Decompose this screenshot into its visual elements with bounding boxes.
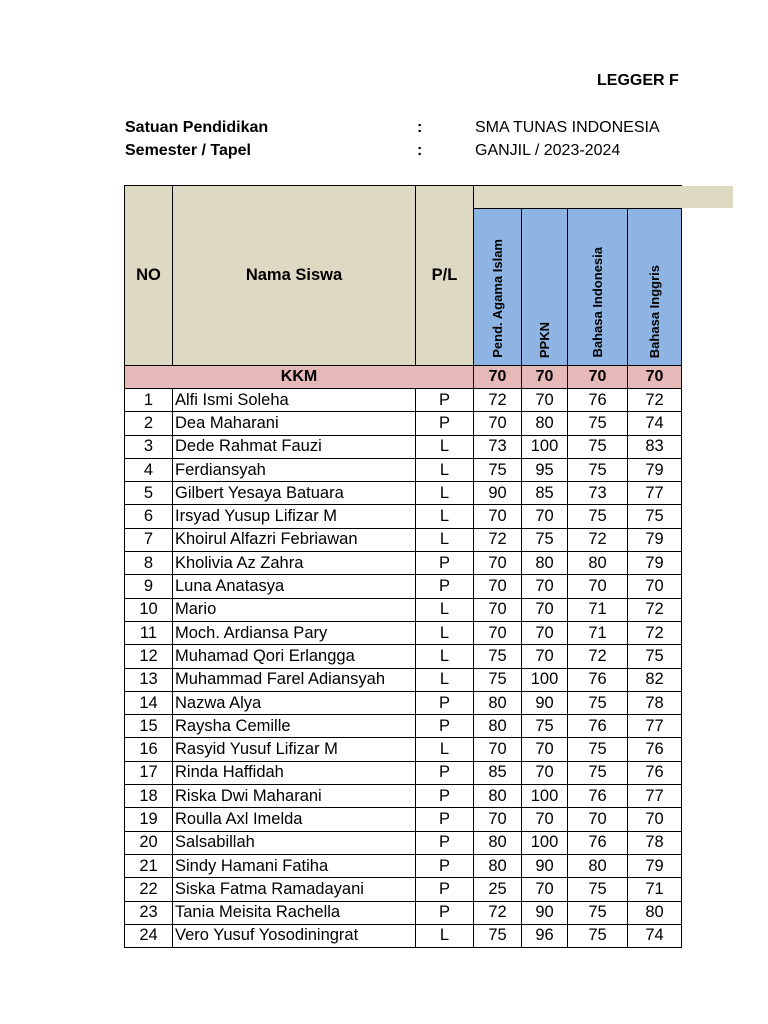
- score-cell-empty: [682, 482, 683, 505]
- row-number: 12: [125, 645, 173, 668]
- row-number: 4: [125, 458, 173, 481]
- student-name: Rasyid Yusuf Lifizar M: [173, 738, 416, 761]
- score-cell: 70: [522, 738, 568, 761]
- header-band-extension: [681, 186, 733, 208]
- row-number: 8: [125, 552, 173, 575]
- table-row: [125, 738, 683, 761]
- score-cell: 75: [568, 901, 628, 924]
- score-cell: 25: [474, 878, 522, 901]
- score-cell: 80: [568, 552, 628, 575]
- kkm-row: [125, 366, 683, 389]
- score-cell: 75: [568, 761, 628, 784]
- row-number: 22: [125, 878, 173, 901]
- score-cell: 70: [474, 575, 522, 598]
- score-cell: 70: [522, 575, 568, 598]
- student-gender: L: [416, 482, 474, 505]
- score-cell: 76: [568, 715, 628, 738]
- header-subject: [628, 209, 682, 366]
- score-cell: 75: [568, 691, 628, 714]
- score-cell: 77: [628, 715, 682, 738]
- score-cell: 71: [568, 621, 628, 644]
- header-subject-empty: [682, 209, 683, 366]
- score-cell: 72: [474, 901, 522, 924]
- kkm-value: 70: [628, 366, 682, 389]
- row-number: 2: [125, 412, 173, 435]
- score-cell: 70: [474, 552, 522, 575]
- score-cell-empty: [682, 412, 683, 435]
- score-cell: 70: [522, 621, 568, 644]
- table-row: [125, 854, 683, 877]
- score-cell-empty: [682, 854, 683, 877]
- subject-label: Bahasa Inggris: [647, 264, 662, 358]
- score-cell: 79: [628, 552, 682, 575]
- student-name: Riska Dwi Maharani: [173, 785, 416, 808]
- score-cell: 73: [568, 482, 628, 505]
- score-cell: 80: [522, 412, 568, 435]
- score-cell: 70: [522, 645, 568, 668]
- school-value: SMA TUNAS INDONESIA: [475, 119, 660, 136]
- score-cell: 90: [522, 691, 568, 714]
- student-gender: P: [416, 808, 474, 831]
- score-cell: 72: [474, 528, 522, 551]
- score-cell: 70: [522, 505, 568, 528]
- score-cell: 85: [522, 482, 568, 505]
- student-gender: P: [416, 412, 474, 435]
- table-row: [125, 412, 683, 435]
- student-gender: L: [416, 924, 474, 947]
- row-number: 1: [125, 389, 173, 412]
- score-cell: 76: [568, 785, 628, 808]
- student-name: Khoirul Alfazri Febriawan: [173, 528, 416, 551]
- table-row: [125, 808, 683, 831]
- score-cell: 70: [522, 761, 568, 784]
- row-number: 21: [125, 854, 173, 877]
- kkm-value: 70: [522, 366, 568, 389]
- student-gender: P: [416, 854, 474, 877]
- table-row: [125, 598, 683, 621]
- score-cell: 90: [474, 482, 522, 505]
- score-cell: 77: [628, 785, 682, 808]
- student-name: Siska Fatma Ramadayani: [173, 878, 416, 901]
- score-cell: 70: [474, 598, 522, 621]
- score-cell: 75: [568, 435, 628, 458]
- student-gender: L: [416, 598, 474, 621]
- kkm-value: 70: [568, 366, 628, 389]
- score-cell-empty: [682, 924, 683, 947]
- score-cell: 80: [474, 715, 522, 738]
- student-gender: P: [416, 785, 474, 808]
- student-gender: L: [416, 458, 474, 481]
- score-cell: 75: [568, 458, 628, 481]
- score-cell: 73: [474, 435, 522, 458]
- row-number: 9: [125, 575, 173, 598]
- student-name: Kholivia Az Zahra: [173, 552, 416, 575]
- score-cell: 75: [628, 645, 682, 668]
- table-row: [125, 482, 683, 505]
- header-gender: P/L: [416, 186, 474, 366]
- student-name: Nazwa Alya: [173, 691, 416, 714]
- score-cell: 75: [474, 924, 522, 947]
- table-row: [125, 831, 683, 854]
- row-number: 19: [125, 808, 173, 831]
- grades-table: [124, 185, 682, 948]
- score-cell-empty: [682, 761, 683, 784]
- header-subject: [474, 209, 522, 366]
- student-gender: P: [416, 831, 474, 854]
- student-gender: L: [416, 505, 474, 528]
- score-cell: 75: [568, 878, 628, 901]
- kkm-value: 70: [474, 366, 522, 389]
- score-cell: 70: [628, 575, 682, 598]
- school-label: Satuan Pendidikan: [125, 119, 269, 136]
- semester-colon: :: [417, 142, 423, 159]
- row-number: 11: [125, 621, 173, 644]
- subject-label: Pend. Agama Islam: [490, 239, 505, 358]
- score-cell-empty: [682, 785, 683, 808]
- student-gender: P: [416, 552, 474, 575]
- student-gender: P: [416, 761, 474, 784]
- grades-table-viewport: [124, 185, 682, 951]
- score-cell: 80: [474, 854, 522, 877]
- header-subject: [522, 209, 568, 366]
- page-title: LEGGER F: [597, 72, 679, 89]
- score-cell-empty: [682, 878, 683, 901]
- student-name: Gilbert Yesaya Batuara: [173, 482, 416, 505]
- row-number: 5: [125, 482, 173, 505]
- score-cell: 70: [474, 505, 522, 528]
- score-cell: 78: [628, 691, 682, 714]
- score-cell: 70: [628, 808, 682, 831]
- student-gender: L: [416, 435, 474, 458]
- score-cell: 75: [568, 924, 628, 947]
- score-cell: 71: [628, 878, 682, 901]
- table-row: [125, 575, 683, 598]
- table-row: [125, 528, 683, 551]
- table-row: [125, 645, 683, 668]
- score-cell: 80: [568, 854, 628, 877]
- score-cell: 71: [568, 598, 628, 621]
- score-cell: 76: [568, 389, 628, 412]
- score-cell-empty: [682, 458, 683, 481]
- table-row: [125, 901, 683, 924]
- score-cell: 80: [474, 691, 522, 714]
- student-gender: P: [416, 575, 474, 598]
- score-cell: 70: [522, 389, 568, 412]
- score-cell: 96: [522, 924, 568, 947]
- student-name: Irsyad Yusup Lifizar M: [173, 505, 416, 528]
- semester-label: Semester / Tapel: [125, 142, 251, 159]
- score-cell: 70: [522, 598, 568, 621]
- table-row: [125, 435, 683, 458]
- score-cell: 70: [568, 808, 628, 831]
- row-number: 20: [125, 831, 173, 854]
- score-cell-empty: [682, 715, 683, 738]
- student-name: Rinda Haffidah: [173, 761, 416, 784]
- table-row: [125, 505, 683, 528]
- score-cell: 80: [474, 831, 522, 854]
- score-cell: 72: [474, 389, 522, 412]
- table-row: [125, 878, 683, 901]
- score-cell: 83: [628, 435, 682, 458]
- row-number: 18: [125, 785, 173, 808]
- table-row: [125, 552, 683, 575]
- score-cell-empty: [682, 831, 683, 854]
- score-cell: 78: [628, 831, 682, 854]
- score-cell: 100: [522, 435, 568, 458]
- subject-label: PPKN: [537, 321, 552, 358]
- student-name: Sindy Hamani Fatiha: [173, 854, 416, 877]
- student-gender: P: [416, 389, 474, 412]
- student-name: Dede Rahmat Fauzi: [173, 435, 416, 458]
- score-cell: 75: [568, 505, 628, 528]
- score-cell: 72: [568, 528, 628, 551]
- student-name: Dea Maharani: [173, 412, 416, 435]
- table-row: [125, 691, 683, 714]
- table-row: [125, 761, 683, 784]
- row-number: 17: [125, 761, 173, 784]
- score-cell: 70: [522, 878, 568, 901]
- score-cell: 70: [568, 575, 628, 598]
- student-name: Muhammad Farel Adiansyah: [173, 668, 416, 691]
- table-row: [125, 389, 683, 412]
- student-name: Roulla Axl Imelda: [173, 808, 416, 831]
- score-cell-empty: [682, 552, 683, 575]
- student-name: Vero Yusuf Yosodiningrat: [173, 924, 416, 947]
- student-gender: P: [416, 901, 474, 924]
- header-no: NO: [125, 186, 173, 366]
- row-number: 10: [125, 598, 173, 621]
- score-cell-empty: [682, 389, 683, 412]
- score-cell: 70: [474, 808, 522, 831]
- student-name: Luna Anatasya: [173, 575, 416, 598]
- semester-value: GANJIL / 2023-2024: [475, 142, 621, 159]
- score-cell: 72: [628, 621, 682, 644]
- kkm-value-empty: [682, 366, 683, 389]
- row-number: 16: [125, 738, 173, 761]
- score-cell: 75: [628, 505, 682, 528]
- score-cell: 75: [522, 715, 568, 738]
- score-cell: 80: [628, 901, 682, 924]
- score-cell-empty: [682, 575, 683, 598]
- score-cell: 72: [568, 645, 628, 668]
- score-cell: 80: [522, 552, 568, 575]
- score-cell: 79: [628, 458, 682, 481]
- table-row: [125, 458, 683, 481]
- subject-label: Bahasa Indonesia: [590, 247, 605, 358]
- row-number: 23: [125, 901, 173, 924]
- student-name: Mario: [173, 598, 416, 621]
- table-row: [125, 715, 683, 738]
- score-cell-empty: [682, 738, 683, 761]
- score-cell: 75: [568, 738, 628, 761]
- row-number: 15: [125, 715, 173, 738]
- score-cell: 79: [628, 528, 682, 551]
- score-cell: 76: [628, 738, 682, 761]
- score-cell: 79: [628, 854, 682, 877]
- table-row: [125, 621, 683, 644]
- table-row: [125, 785, 683, 808]
- score-cell: 75: [522, 528, 568, 551]
- score-cell: 75: [474, 668, 522, 691]
- score-cell-empty: [682, 668, 683, 691]
- student-name: Moch. Ardiansa Pary: [173, 621, 416, 644]
- score-cell: 70: [522, 808, 568, 831]
- score-cell: 76: [628, 761, 682, 784]
- score-cell: 85: [474, 761, 522, 784]
- student-name: Tania Meisita Rachella: [173, 901, 416, 924]
- row-number: 13: [125, 668, 173, 691]
- score-cell-empty: [682, 621, 683, 644]
- score-cell-empty: [682, 528, 683, 551]
- score-cell-empty: [682, 645, 683, 668]
- score-cell-empty: [682, 435, 683, 458]
- score-cell-empty: [682, 505, 683, 528]
- row-number: 24: [125, 924, 173, 947]
- score-cell: 76: [568, 668, 628, 691]
- score-cell: 72: [628, 389, 682, 412]
- kkm-label: KKM: [125, 366, 474, 389]
- score-cell: 72: [628, 598, 682, 621]
- score-cell: 95: [522, 458, 568, 481]
- school-colon: :: [417, 119, 423, 136]
- table-row: [125, 668, 683, 691]
- score-cell: 80: [474, 785, 522, 808]
- student-name: Salsabillah: [173, 831, 416, 854]
- score-cell-empty: [682, 598, 683, 621]
- student-gender: L: [416, 528, 474, 551]
- student-name: Ferdiansyah: [173, 458, 416, 481]
- student-gender: L: [416, 668, 474, 691]
- score-cell: 90: [522, 854, 568, 877]
- score-cell: 70: [474, 738, 522, 761]
- score-cell: 74: [628, 924, 682, 947]
- student-gender: P: [416, 715, 474, 738]
- student-name: Muhamad Qori Erlangga: [173, 645, 416, 668]
- row-number: 6: [125, 505, 173, 528]
- student-gender: L: [416, 621, 474, 644]
- student-gender: L: [416, 645, 474, 668]
- score-cell-empty: [682, 808, 683, 831]
- score-cell: 74: [628, 412, 682, 435]
- student-gender: P: [416, 691, 474, 714]
- student-gender: P: [416, 878, 474, 901]
- score-cell: 75: [568, 412, 628, 435]
- score-cell: 75: [474, 645, 522, 668]
- score-cell: 76: [568, 831, 628, 854]
- score-cell-empty: [682, 901, 683, 924]
- table-row: [125, 924, 683, 947]
- score-cell: 90: [522, 901, 568, 924]
- score-cell: 100: [522, 668, 568, 691]
- row-number: 3: [125, 435, 173, 458]
- header-subject: [568, 209, 628, 366]
- score-cell: 70: [474, 621, 522, 644]
- row-number: 14: [125, 691, 173, 714]
- score-cell: 100: [522, 785, 568, 808]
- score-cell: 77: [628, 482, 682, 505]
- score-cell: 75: [474, 458, 522, 481]
- score-cell: 70: [474, 412, 522, 435]
- row-number: 7: [125, 528, 173, 551]
- score-cell: 82: [628, 668, 682, 691]
- student-gender: L: [416, 738, 474, 761]
- student-name: Alfi Ismi Soleha: [173, 389, 416, 412]
- header-name: Nama Siswa: [173, 186, 416, 366]
- score-cell-empty: [682, 691, 683, 714]
- header-subject-group: [474, 186, 683, 209]
- student-name: Raysha Cemille: [173, 715, 416, 738]
- score-cell: 100: [522, 831, 568, 854]
